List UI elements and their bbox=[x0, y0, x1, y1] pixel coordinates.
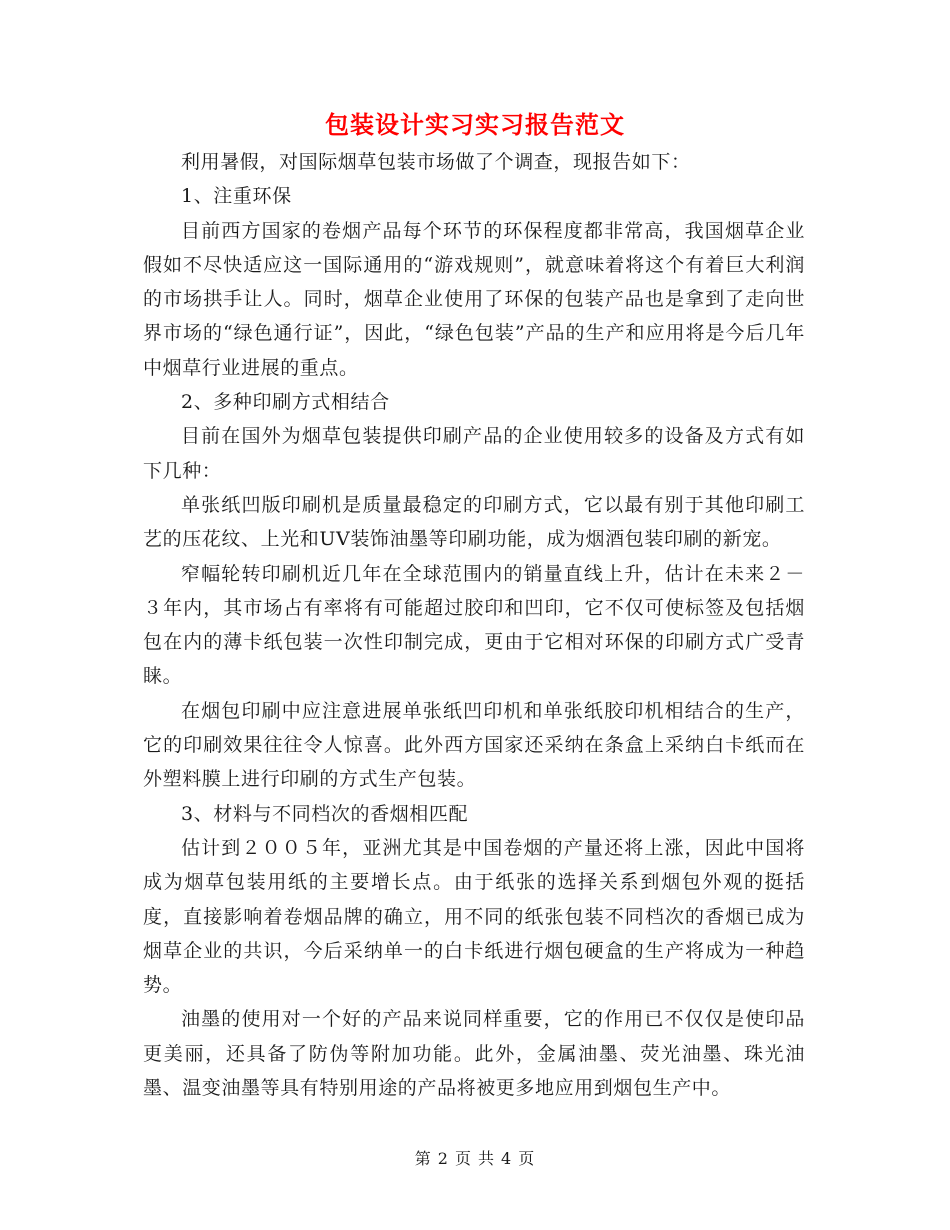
document-body bbox=[143, 145, 805, 1105]
paragraph-ink: 油墨的使用对一个好的产品来说同样重要，它的作用已不仅仅是使印品更美丽，还具备了防伪等附加功能。此外，金属油墨、荧光油墨、珠光油墨、温变油墨等具有特别用途的产品将被更多地应用到烟包生产中。 bbox=[143, 1008, 805, 1100]
footer-total-pages: 4 bbox=[501, 1149, 513, 1168]
paragraph-gravure: 单张纸凹版印刷机是质量最稳定的印刷方式，它以最有别于其他印刷工艺的压花纹、上光和UV装饰油墨等印刷功能，成为烟酒包装印刷的新宠。 bbox=[143, 493, 805, 551]
page-number-footer bbox=[0, 1146, 950, 1169]
document-title: 包装设计实习实习报告范文 bbox=[325, 110, 625, 139]
paragraph-paper: 估计到２００５年，亚洲尤其是中国卷烟的产量还将上涨，因此中国将成为烟草包装用纸的主要增长点。由于纸张的选择关系到烟包外观的挺括度，直接影响着卷烟品牌的确立，用不同的纸张包装不同档次的香烟已成为烟草企业的共识，今后采纳单一的白卡纸进行烟包硬盒的生产将成为一种趋势。 bbox=[143, 836, 805, 997]
section-heading-materials: 3、材料与不同档次的香烟相匹配 bbox=[181, 802, 469, 825]
section-heading-environment: 1、注重环保 bbox=[181, 185, 292, 208]
paragraph-environment: 目前西方国家的卷烟产品每个环节的环保程度都非常高，我国烟草企业假如不尽快适应这一国际通用的“游戏规则”，就意味着将这个有着巨大利润的市场拱手让人。同时，烟草企业使用了环保的包装产品也是拿到了走向世界市场的“绿色通行证”，因此，“绿色包装”产品的生产和应用将是今后几年中烟草行业进展的重点。 bbox=[143, 219, 805, 379]
footer-middle: 页 共 bbox=[454, 1149, 496, 1168]
paragraph-narrow-web: 窄幅轮转印刷机近几年在全球范围内的销量直线上升，估计在未来２－３年内，其市场占有率将有可能超过胶印和凹印，它不仅可使标签及包括烟包在内的薄卡纸包装一次性印制完成，更由于它相对环保的印刷方式广受青睐。 bbox=[143, 562, 805, 688]
footer-current-page: 2 bbox=[437, 1149, 449, 1168]
footer-prefix: 第 bbox=[414, 1149, 432, 1168]
footer-suffix: 页 bbox=[518, 1149, 536, 1168]
section-heading-printing: 2、多种印刷方式相结合 bbox=[181, 391, 390, 414]
paragraph-combined-printing: 在烟包印刷中应注意进展单张纸凹印机和单张纸胶印机相结合的生产，它的印刷效果往往令人惊喜。此外西方国家还采纳在条盒上采纳白卡纸而在外塑料膜上进行印刷的方式生产包装。 bbox=[143, 699, 805, 791]
paragraph-printing-intro: 目前在国外为烟草包装提供印刷产品的企业使用较多的设备及方式有如下几种： bbox=[143, 425, 805, 482]
intro-paragraph: 利用暑假，对国际烟草包装市场做了个调查，现报告如下： bbox=[181, 151, 691, 173]
